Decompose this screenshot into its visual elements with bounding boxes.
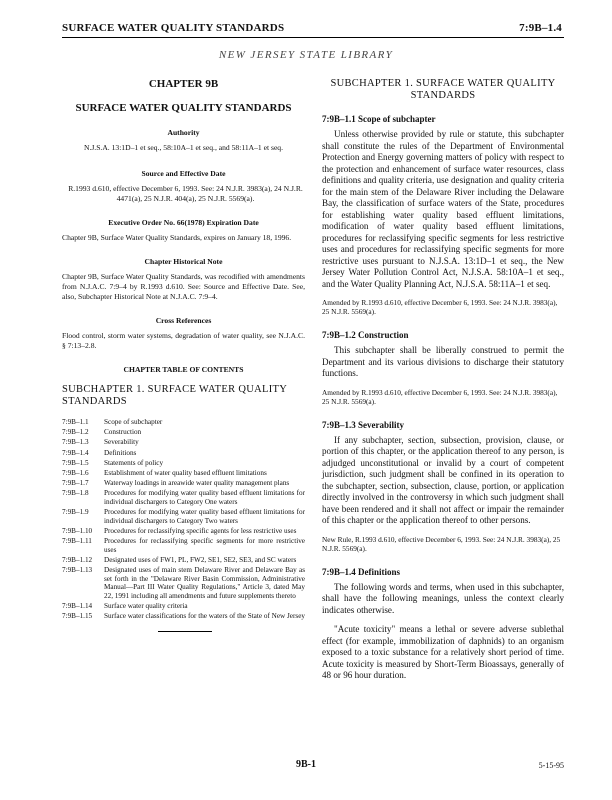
authority-heading: Authority [167, 128, 200, 137]
section-1-1-text: Unless otherwise provided by rule or statute, this subchapter shall constitute the rules of the Department of Environmental Protection and Energy governing matters of policy with respect to the protection and enhancement of surface water resources, class definitions and quality criteria, use designation and quality criteria for the main stem of the Delaware River including the Delaware Bay, the classification of surface waters of the State, procedures for establishing water quality based effluent limitations, modification of water quality based effluent limitations, procedures for reclassifying specific segments for less restrictive uses and procedures for reclassifying specific segments for more restrictive uses pursuant to N.J.S.A. 13:1D–1 et seq., the New Jersey Water Pollution Control Act, N.J.S.A. 58:10A–1 et seq., and the Water Quality Planning Act, N.J.S.A. 58:11A–1 et seq. [322, 129, 564, 289]
section-1-4-text: The following words and terms, when used in this subchapter, shall have the following meanings, unless the context clearly indicates otherwise. [322, 581, 564, 615]
section-1-1-amendment: Amended by R.1993 d.610, effective December 6, 1993. See: 24 N.J.R. 3983(a), 25 N.J.R. 5569(a). [322, 298, 558, 316]
section-1-2-heading: 7:9B–1.2 Construction [322, 330, 409, 340]
toc-title: Designated uses of FW1, PL, FW2, SE1, SE2, SE3, and SC waters [104, 555, 297, 564]
toc-title: Surface water quality criteria [104, 602, 188, 610]
toc-entry [62, 479, 305, 488]
toc-subchapter-title: SUBCHAPTER 1. SURFACE WATER QUALITY STANDARDS [62, 384, 287, 407]
right-column [322, 78, 564, 690]
toc-title: Procedures for reclassifying specific agents for less restrictive uses [104, 526, 297, 535]
toc-number: 7:9B–1.13 [62, 566, 93, 575]
toc-entry [62, 469, 305, 478]
toc-title: Statements of policy [104, 458, 164, 467]
toc-entry [62, 556, 305, 565]
historical-note-text: Chapter 9B, Surface Water Quality Standards, was recodified with amendments from N.J.A.C. 7:9–4 by R.1993 d.610. See: Source and Effective Date. See, also, Subchapter Historical Note at N.J.A.C. 7:9–4. [62, 272, 305, 301]
section-1-2-amendment: Amended by R.1993 d.610, effective December 6, 1993. See: 24 N.J.R. 3983(a), 25 N.J.R. 5569(a). [322, 387, 558, 406]
toc-number: 7:9B–1.8 [62, 489, 89, 498]
toc-number: 7:9B–1.3 [62, 438, 89, 447]
toc-title: Establishment of water quality based effluent limitations [104, 468, 267, 477]
toc-title: Waterway loadings in areawide water quality management plans [104, 479, 290, 488]
toc-number: 7:9B–1.7 [62, 479, 89, 488]
source-text: R.1993 d.610, effective December 6, 1993. See: 24 N.J.R. 3983(a), 24 N.J.R. 4471(a), 25 N.J.R. 404(a), 25 N.J.R. 5569(a). [68, 184, 303, 203]
toc-title: Designated uses of main stem Delaware River and Delaware Bay as set forth in the "Delaware River Basin Commission, Administrative Manual—Part III Water Quality Regulations," Article 3, dated May 22, 1991 including all amendments and future supplements thereto [104, 566, 305, 600]
section-1-4-heading: 7:9B–1.4 Definitions [322, 566, 401, 577]
toc-number: 7:9B–1.5 [62, 458, 89, 467]
table-of-contents [62, 418, 305, 621]
section-1-3-amendment: New Rule, R.1993 d.610, effective December 6, 1993. See: 24 N.J.R. 3983(a), 25 N.J.R. 5569(a). [322, 534, 561, 553]
toc-entry [62, 537, 305, 554]
source-heading: Source and Effective Date [141, 169, 226, 178]
toc-entry [62, 438, 305, 447]
running-title: SURFACE WATER QUALITY STANDARDS [62, 22, 285, 34]
toc-entry [62, 459, 305, 468]
section-1-3-heading: 7:9B–1.3 Severability [322, 419, 404, 430]
chapter-title: SURFACE WATER QUALITY STANDARDS [75, 102, 292, 114]
toc-entry [62, 428, 305, 437]
toc-title: Scope of subchapter [104, 418, 163, 426]
section-1-1-heading: 7:9B–1.1 Scope of subchapter [322, 114, 436, 124]
toc-title: Severability [104, 438, 139, 447]
toc-title: Procedures for modifying water quality based effluent limitations for individual dischargers to Category One waters [104, 489, 305, 506]
toc-title: Definitions [104, 448, 137, 457]
toc-number: 7:9B–1.15 [62, 612, 93, 621]
historical-note-heading: Chapter Historical Note [144, 257, 223, 266]
toc-entry [62, 489, 305, 506]
exec-order-text: Chapter 9B, Surface Water Quality Standards, expires on January 18, 1996. [62, 233, 292, 242]
toc-number: 7:9B–1.9 [62, 508, 89, 517]
toc-number: 7:9B–1.10 [62, 526, 93, 535]
running-head [62, 22, 562, 38]
toc-entry [62, 527, 305, 536]
exec-order-heading: Executive Order No. 66(1978) Expiration Date [108, 218, 259, 227]
toc-title: Construction [104, 428, 142, 437]
subchapter-title: SUBCHAPTER 1. SURFACE WATER QUALITY STANDARDS [330, 78, 556, 101]
header-rule [62, 37, 564, 38]
library-stamp: NEW JERSEY STATE LIBRARY [218, 49, 394, 61]
page-folio: 9B-1 [296, 759, 316, 770]
toc-number: 7:9B–1.1 [62, 418, 89, 426]
section-1-3-text: If any subchapter, section, subsection, provision, clause, or portion of this chapter, or the application thereof to any person, is adjudged unconstitutional or invalid by a court of competent jurisdiction, such judgment shall be confined in its operation to the subchapter, section, subsection, clause, portion, or application directly involved in the controversy in which such judgment shall have been rendered and it shall not affect or impair the remainder of this chapter or the application thereof to other persons. [322, 434, 564, 525]
toc-entry [62, 602, 305, 611]
toc-end-rule [158, 631, 212, 632]
toc-entry [62, 508, 305, 525]
toc-title: Procedures for reclassifying specific segments for more restrictive uses [104, 537, 305, 554]
toc-heading: CHAPTER TABLE OF CONTENTS [123, 365, 244, 374]
toc-title: Surface water classifications for the waters of the State of New Jersey [104, 612, 305, 621]
cross-references-heading: Cross References [155, 316, 212, 325]
toc-number: 7:9B–1.11 [62, 537, 92, 546]
left-column [62, 78, 305, 632]
toc-number: 7:9B–1.4 [62, 448, 89, 457]
toc-title: Procedures for modifying water quality based effluent limitations for individual dischargers to Category Two waters [104, 508, 305, 525]
toc-number: 7:9B–1.2 [62, 428, 89, 437]
toc-number: 7:9B–1.14 [62, 602, 93, 610]
supplement-date: 5-15-95 [538, 761, 564, 770]
cross-references-text: Flood control, storm water systems, degradation of water quality, see N.J.A.C. § 7:13–2.8. [62, 331, 305, 350]
toc-entry [62, 449, 305, 458]
toc-entry [62, 566, 305, 600]
authority-text: N.J.S.A. 13:1D–1 et seq., 58:10A–1 et seq., and 58:11A–1 et seq. [83, 143, 284, 152]
chapter-number: CHAPTER 9B [148, 78, 219, 90]
toc-number: 7:9B–1.12 [62, 555, 93, 564]
toc-entry [62, 418, 305, 427]
section-number: 7:9B–1.4 [519, 22, 562, 34]
toc-entry [62, 612, 305, 621]
section-1-2-text: This subchapter shall be liberally construed to permit the Department and its various divisions to discharge their statutory functions. [322, 345, 564, 378]
toc-number: 7:9B–1.6 [62, 468, 89, 477]
definition-acute-toxicity: "Acute toxicity" means a lethal or severe adverse sublethal effect (for example, immobilization of daphnids) to an organism exposed to a toxic substance for a relatively short period of time. Acute toxicity is measured by Short-Term Bioassays, generally of 48 or 96 hour duration. [322, 624, 564, 680]
